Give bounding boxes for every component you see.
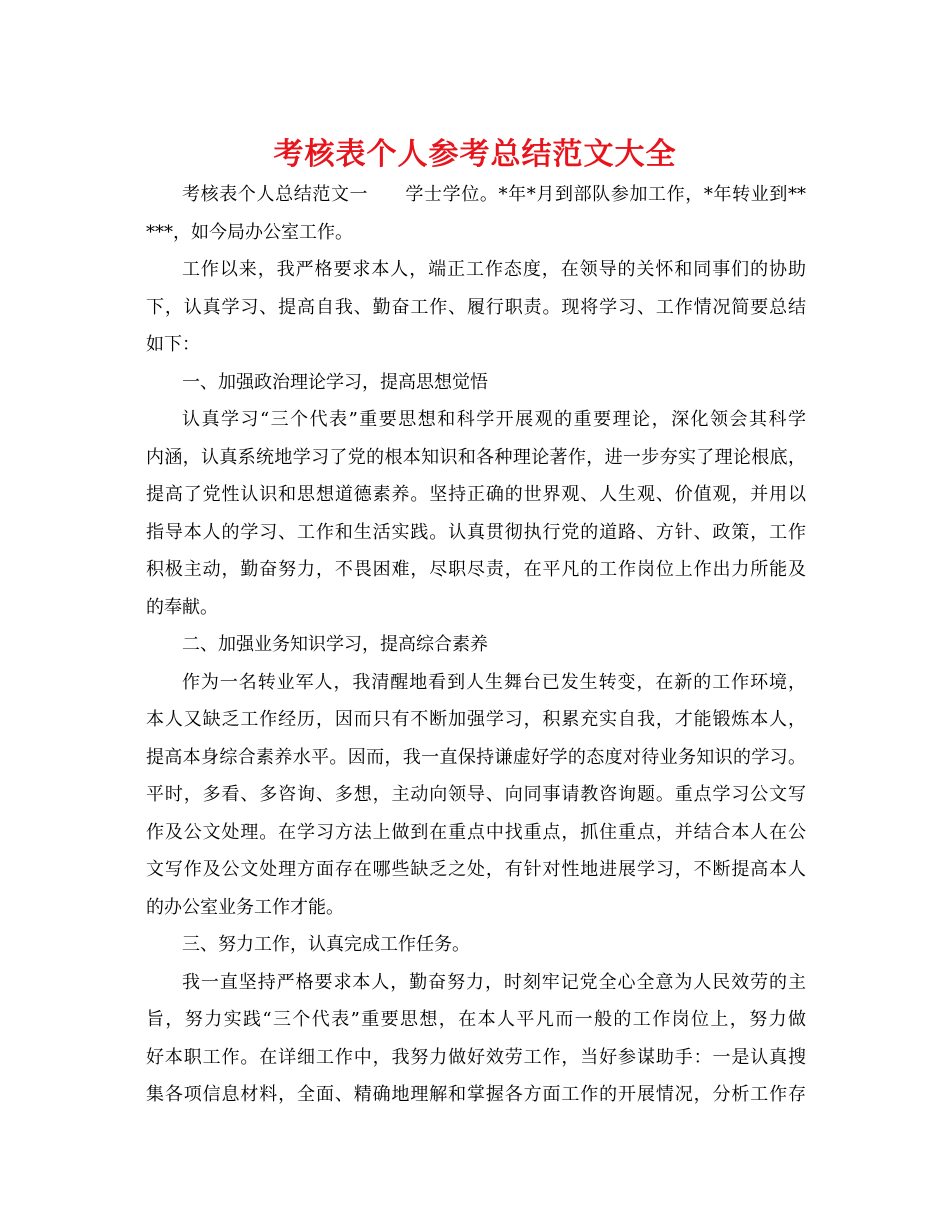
body-text-line: 如下： <box>146 334 200 355</box>
body-text-line: 的办公室业务工作才能。 <box>146 896 344 918</box>
body-text-line: 本人又缺乏工作经历，因而只有不断加强学习，积累充实自我，才能锻炼本人， <box>146 709 806 730</box>
body-text-line: 作及公文处理。在学习方法上做到在重点中找重点，抓住重点，并结合本人在公 <box>146 821 806 843</box>
body-text-line: 积极主动，勤奋努力，不畏困难，尽职尽责，在平凡的工作岗位上作出力所能及 <box>146 559 806 580</box>
body-text-line: 三、努力工作，认真完成工作任务。 <box>182 934 470 955</box>
body-text-line: 内涵，认真系统地学习了党的根本知识和各种理论著作，进一步夯实了理论根底， <box>146 446 806 468</box>
body-text-line: 文写作及公文处理方面存在哪些缺乏之处，有针对性地进展学习，不断提高本人 <box>146 859 806 880</box>
body-text-line: 作为一名转业军人，我清醒地看到人生舞台已发生转变，在新的工作环境， <box>182 671 806 693</box>
body-text-line: 我一直坚持严格要求本人，勤奋努力，时刻牢记党全心全意为人民效劳的主 <box>182 971 806 993</box>
body-text-line: 提高本身综合素养水平。因而，我一直保持谦虚好学的态度对待业务知识的学习。 <box>146 746 806 768</box>
body-text-line: 工作以来，我严格要求本人，端正工作态度，在领导的关怀和同事们的协助 <box>182 259 806 280</box>
body-text-line: 平时，多看、多咨询、多想，主动向领导、向同事请教咨询题。重点学习公文写 <box>146 784 806 805</box>
body-text-line: 一、加强政治理论学习，提高思想觉悟 <box>182 371 488 393</box>
body-text-line: 好本职工作。在详细工作中，我努力做好效劳工作，当好参谋助手：一是认真搜 <box>146 1046 806 1068</box>
body-text-line: 二、加强业务知识学习，提高综合素养 <box>182 634 488 655</box>
body-text-line: 指导本人的学习、工作和生活实践。认真贯彻执行党的道路、方针、政策，工作 <box>146 521 806 543</box>
body-text-line: 旨，努力实践“三个代表”重要思想，在本人平凡而一般的工作岗位上，努力做 <box>146 1009 806 1030</box>
body-text-line: 认真学习“三个代表”重要思想和科学开展观的重要理论，深化领会其科学 <box>182 409 806 430</box>
document-title: 考核表个人参考总结范文大全 <box>273 137 677 172</box>
body-text-line: 提高了党性认识和思想道德素养。坚持正确的世界观、人生观、价值观，并用以 <box>146 484 806 505</box>
body-text-line: 下，认真学习、提高自我、勤奋工作、履行职责。现将学习、工作情况简要总结 <box>146 296 806 318</box>
body-text-line: 考核表个人总结范文一 学士学位。*年*月到部队参加工作，*年转业到** <box>182 184 806 205</box>
body-text-line: 集各项信息材料，全面、精确地理解和掌握各方面工作的开展情况，分析工作存 <box>146 1084 806 1105</box>
body-text-line: ***，如今局办公室工作。 <box>146 221 353 243</box>
body-text-line: 的奉献。 <box>146 596 218 618</box>
document-body <box>146 176 806 1114</box>
